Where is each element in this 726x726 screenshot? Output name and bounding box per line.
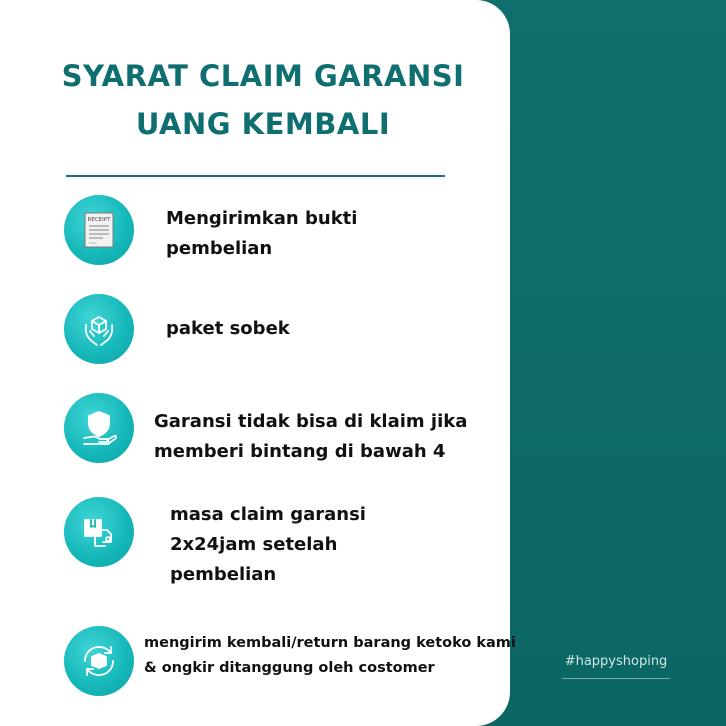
- item-3-text: Garansi tidak bisa di klaim jika memberi bintang di bawah 4: [154, 411, 468, 462]
- item-1-text: Mengirimkan bukti pembelian: [166, 208, 358, 259]
- item-4-text: masa claim garansi 2x24jam setelah pembelian: [170, 504, 366, 585]
- svg-text:RECEIPT: RECEIPT: [87, 217, 111, 223]
- hashtag-underline: [562, 678, 670, 679]
- item-5-text: mengirim kembali/return barang ketoko kami & ongkir ditanggung oleh costomer: [144, 635, 516, 676]
- title-divider: [66, 175, 445, 177]
- hands-package-icon: [64, 294, 134, 364]
- shield-hand-icon: [64, 393, 134, 463]
- item-2-text: paket sobek: [166, 318, 290, 339]
- page-title-line1: SYARAT CLAIM GARANSI: [61, 59, 465, 93]
- receipt-icon: [64, 195, 134, 265]
- hashtag-label: #happyshoping: [564, 654, 668, 669]
- page-title-line2: UANG KEMBALI: [135, 107, 391, 141]
- return-box-icon: [64, 626, 134, 696]
- package-delivery-icon: [64, 497, 134, 567]
